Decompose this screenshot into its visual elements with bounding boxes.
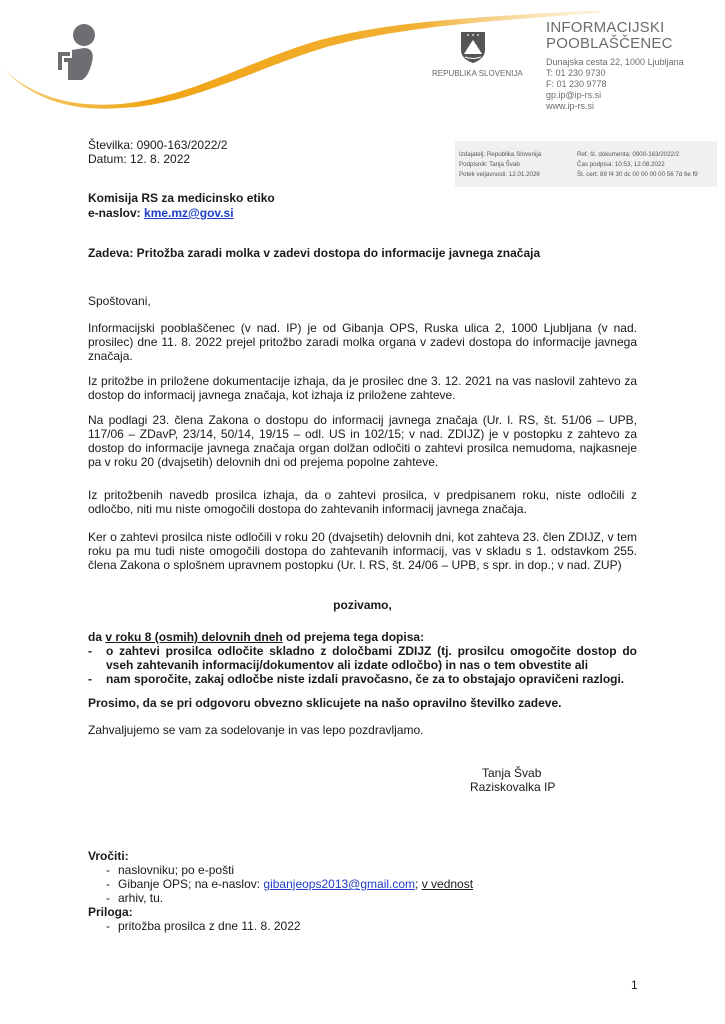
sig-cert: Št. cert: 89 f4 30 dc 00 00 00 00 56 7d 6e f9 bbox=[577, 171, 698, 178]
paragraph-1: Informacijski pooblaščenec (v nad. IP) je od Gibanja OPS, Ruska ulica 2, 1000 Ljubljana (v nad. prosilec) dne 11. 8. 2022 prejel pritožbo zaradi molka organa v zadevi dostopa do informacije javnega značaja. bbox=[88, 321, 637, 363]
dash-marker: - bbox=[88, 672, 92, 686]
sig-validity: Potek veljavnosti: 12.01.2026 bbox=[459, 171, 540, 178]
delivery-item bbox=[88, 891, 588, 905]
paragraph-2: Iz pritožbe in priložene dokumentacije izhaja, da je prosilec dne 3. 12. 2021 na vas naslovil zahtevo za dostop do informacij javnega značaja, kot izhaja iz priložene zahteve. bbox=[88, 374, 637, 402]
signature-block bbox=[470, 766, 555, 794]
org-name-line2: POOBLAŠČENEC bbox=[546, 35, 673, 52]
delivery-item bbox=[88, 863, 588, 877]
signer-title: Raziskovalka IP bbox=[470, 780, 556, 794]
slovenia-crest-icon bbox=[459, 30, 487, 64]
subject-line: Zadeva: Pritožba zaradi molka v zadevi dostopa do informacije javnega značaja bbox=[88, 246, 541, 260]
delivery-text: arhiv, tu. bbox=[118, 891, 164, 905]
delivery-heading: Vročiti: bbox=[88, 849, 129, 863]
org-contact bbox=[546, 57, 684, 112]
deadline-line bbox=[88, 630, 637, 644]
org-web: www.ip-rs.si bbox=[546, 101, 595, 111]
delivery-text: Gibanje OPS; na e-naslov: bbox=[118, 877, 264, 891]
demand-item bbox=[88, 672, 637, 686]
recipient-email-link[interactable]: kme.mz@gov.si bbox=[144, 206, 234, 220]
deadline-prefix: da bbox=[88, 630, 106, 644]
document-date: Datum: 12. 8. 2022 bbox=[88, 152, 191, 166]
attachment-text: pritožba prosilca z dne 11. 8. 2022 bbox=[118, 919, 301, 933]
demands-list bbox=[88, 644, 637, 686]
delivery-note: v vednost bbox=[421, 877, 474, 891]
demand-item bbox=[88, 644, 637, 672]
swoosh-shape bbox=[3, 10, 600, 109]
dash-marker: - bbox=[106, 863, 110, 877]
paragraph-4: Iz pritožbenih navedb prosilca izhaja, da o zahtevi prosilca, v predpisanem roku, niste odločili z odločbo, niti mu niste omogočili dostopa do zahtevanih informacij javnega značaja. bbox=[88, 488, 637, 516]
dash-marker: - bbox=[88, 644, 92, 658]
closing: Zahvaljujemo se vam za sodelovanje in vas lepo pozdravljamo. bbox=[88, 723, 424, 737]
demand-text: o zahtevi prosilca odločite skladno z določbami ZDIJZ (tj. prosilcu omogočite dostop do vseh zahtevanih informacij/dokumentov ali izdate odločbo) in nas o tem obvestite ali bbox=[106, 644, 637, 672]
deadline-period: v roku 8 (osmih) delovnih dneh bbox=[105, 630, 283, 644]
attachment-list bbox=[88, 919, 588, 933]
delivery-list bbox=[88, 863, 588, 905]
salutation: Spoštovani, bbox=[88, 294, 151, 308]
sig-signer: Podpisnik: Tanja Švab bbox=[459, 161, 520, 168]
org-name-line1: INFORMACIJSKI bbox=[546, 19, 665, 36]
delivery-item bbox=[88, 877, 588, 891]
org-email: gp.ip@ip-rs.si bbox=[546, 90, 602, 100]
signer-name: Tanja Švab bbox=[482, 766, 542, 780]
dash-marker: - bbox=[106, 877, 110, 891]
republika-slovenija-label: REPUBLIKA SLOVENIJA bbox=[432, 69, 523, 78]
reference-request: Prosimo, da se pri odgovoru obvezno sklicujete na našo opravilno številko zadeve. bbox=[88, 696, 562, 710]
person-icon bbox=[58, 24, 95, 80]
call-to-action: pozivamo, bbox=[333, 598, 392, 612]
sig-time: Čas podpisa: 10:53, 12.08.2022 bbox=[577, 161, 665, 168]
delivery-text: naslovniku; po e-pošti bbox=[118, 863, 235, 877]
attachment-heading: Priloga: bbox=[88, 905, 133, 919]
paragraph-5: Ker o zahtevi prosilca niste odločili v roku 20 (dvajsetih) delovnih dni, kot zahteva 23. člen ZDIJZ, v tem roku pa mu tudi niste omogočili dostopa do zahtevanih informacij, vas v skladu s 1. odstavkom 255. člena Zakona o splošnem upravnem postopku (Ur. l. RS, št. 24/06 – UPB, s spr. in dop.; v nad. ZUP) bbox=[88, 530, 637, 572]
deadline-suffix: od prejema tega dopisa: bbox=[282, 630, 425, 644]
sig-issuer: Izdajatelj: Republika Slovenija bbox=[459, 151, 542, 158]
paragraph-3: Na podlagi 23. člena Zakona o dostopu do informacij javnega značaja (Ur. l. RS, št. 51/06 – UPB, 117/06 – ZDavP, 23/14, 50/14, 19/15 – odl. US in 102/15; v nad. ZDIJZ) je v postopku z zahtevo za dostop do informacije javnega značaja organ dolžan odločiti o zahtevi prosilca nemudoma, najkasneje pa v roku 20 (dvajsetih) delovnih dni od prejema popolne zahteve. bbox=[88, 413, 637, 469]
page-number: 1 bbox=[631, 978, 638, 992]
org-address: Dunajska cesta 22, 1000 Ljubljana bbox=[546, 57, 684, 67]
delivery-sep: ; bbox=[415, 877, 422, 891]
sig-doc-ref: Ref. št. dokumenta: 0900-163/2022/2 bbox=[577, 151, 680, 158]
document-meta bbox=[88, 138, 227, 166]
recipient-block bbox=[88, 191, 275, 221]
recipient-name: Komisija RS za medicinsko etiko bbox=[88, 191, 275, 205]
org-header bbox=[546, 20, 684, 112]
digital-signature-box bbox=[455, 141, 717, 187]
demand-text: nam sporočite, zakaj odločbe niste izdali pravočasno, če za to obstajajo opravičeni razlogi. bbox=[106, 672, 625, 686]
delivery-email-link[interactable]: gibanjeops2013@gmail.com bbox=[263, 877, 416, 891]
org-phone: T: 01 230 9730 bbox=[546, 68, 606, 78]
dash-marker: - bbox=[106, 891, 110, 905]
recipient-email-label: e-naslov: bbox=[88, 206, 145, 220]
delivery-block bbox=[88, 849, 588, 933]
org-fax: F: 01 230 9778 bbox=[546, 79, 607, 89]
attachment-item bbox=[88, 919, 588, 933]
document-number: Številka: 0900-163/2022/2 bbox=[88, 138, 228, 152]
dash-marker: - bbox=[106, 919, 110, 933]
